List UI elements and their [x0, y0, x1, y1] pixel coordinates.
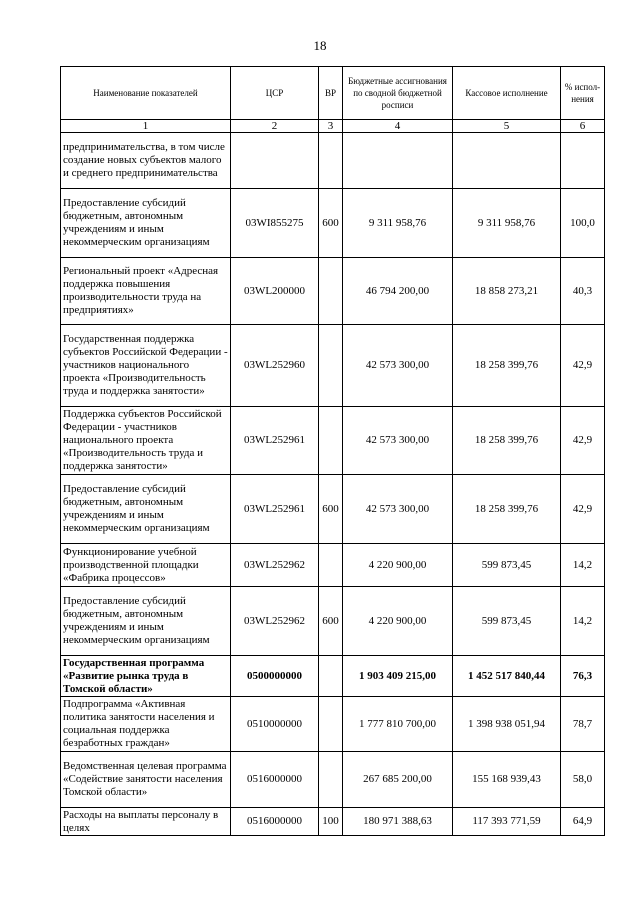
row-allocations: 4 220 900,00 [343, 544, 453, 587]
row-allocations: 42 573 300,00 [343, 407, 453, 475]
row-allocations: 1 903 409 215,00 [343, 656, 453, 697]
table-row [61, 475, 605, 544]
row-allocations: 180 971 388,63 [343, 808, 453, 836]
row-cash-execution: 1 452 517 840,44 [453, 656, 561, 697]
row-cash-execution: 599 873,45 [453, 544, 561, 587]
col-number: 4 [343, 120, 453, 133]
table-row [61, 133, 605, 189]
row-name: Предоставление субсидий бюджетным, автономным учреждениям и иным некоммерческим организациям [61, 189, 231, 258]
row-allocations: 1 777 810 700,00 [343, 697, 453, 752]
row-allocations: 46 794 200,00 [343, 258, 453, 325]
row-cash-execution [453, 133, 561, 189]
table-row [61, 656, 605, 697]
header-percent: % испол-нения [561, 67, 605, 120]
table-row [61, 407, 605, 475]
row-vr [319, 656, 343, 697]
table-row [61, 544, 605, 587]
row-csr: 03WL200000 [231, 258, 319, 325]
row-percent: 100,0 [561, 189, 605, 258]
row-vr: 600 [319, 189, 343, 258]
table-row [61, 697, 605, 752]
row-cash-execution: 599 873,45 [453, 587, 561, 656]
row-percent: 42,9 [561, 475, 605, 544]
row-name: Подпрограмма «Активная политика занятости населения и социальная поддержка безработных граждан» [61, 697, 231, 752]
row-csr: 03WL252962 [231, 587, 319, 656]
row-cash-execution: 1 398 938 051,94 [453, 697, 561, 752]
row-allocations: 42 573 300,00 [343, 325, 453, 407]
row-csr: 0510000000 [231, 697, 319, 752]
row-allocations: 42 573 300,00 [343, 475, 453, 544]
header-cash-execution: Кассовое исполнение [453, 67, 561, 120]
row-allocations: 267 685 200,00 [343, 752, 453, 808]
row-vr [319, 407, 343, 475]
table-row [61, 808, 605, 836]
row-percent: 58,0 [561, 752, 605, 808]
col-number: 6 [561, 120, 605, 133]
row-percent: 78,7 [561, 697, 605, 752]
col-number: 2 [231, 120, 319, 133]
row-name: Расходы на выплаты персоналу в целях [61, 808, 231, 836]
row-csr: 03WL252960 [231, 325, 319, 407]
row-cash-execution: 9 311 958,76 [453, 189, 561, 258]
row-percent: 42,9 [561, 407, 605, 475]
row-name: Функционирование учебной производственной площадки «Фабрика процессов» [61, 544, 231, 587]
row-name: Предоставление субсидий бюджетным, автономным учреждениям и иным некоммерческим организациям [61, 587, 231, 656]
table-header-row [61, 67, 605, 120]
row-cash-execution: 18 858 273,21 [453, 258, 561, 325]
header-vr: ВР [319, 67, 343, 120]
row-csr: 0500000000 [231, 656, 319, 697]
header-csr: ЦСР [231, 67, 319, 120]
col-number: 5 [453, 120, 561, 133]
row-allocations: 4 220 900,00 [343, 587, 453, 656]
row-allocations: 9 311 958,76 [343, 189, 453, 258]
row-vr [319, 258, 343, 325]
table-row [61, 752, 605, 808]
header-allocations: Бюджетные ассигнования по сводной бюджетной росписи [343, 67, 453, 120]
col-number: 3 [319, 120, 343, 133]
row-vr [319, 325, 343, 407]
row-name: Ведомственная целевая программа «Содействие занятости населения Томской области» [61, 752, 231, 808]
row-vr [319, 752, 343, 808]
row-csr: 03WL252962 [231, 544, 319, 587]
row-csr: 03WI855275 [231, 189, 319, 258]
row-percent [561, 133, 605, 189]
row-vr: 600 [319, 587, 343, 656]
col-number: 1 [61, 120, 231, 133]
row-allocations [343, 133, 453, 189]
row-cash-execution: 155 168 939,43 [453, 752, 561, 808]
budget-table [60, 66, 605, 836]
row-name: Государственная поддержка субъектов Российской Федерации - участников национального проекта «Производительность труда и поддержка занятости» [61, 325, 231, 407]
row-csr [231, 133, 319, 189]
row-vr [319, 544, 343, 587]
row-csr: 03WL252961 [231, 475, 319, 544]
table-row [61, 587, 605, 656]
row-csr: 0516000000 [231, 752, 319, 808]
row-vr [319, 697, 343, 752]
row-cash-execution: 18 258 399,76 [453, 407, 561, 475]
row-cash-execution: 117 393 771,59 [453, 808, 561, 836]
row-vr: 600 [319, 475, 343, 544]
row-name: Региональный проект «Адресная поддержка повышения производительности труда на предприятиях» [61, 258, 231, 325]
header-name: Наименование показателей [61, 67, 231, 120]
row-percent: 14,2 [561, 544, 605, 587]
row-percent: 64,9 [561, 808, 605, 836]
table-row [61, 189, 605, 258]
row-name: Предоставление субсидий бюджетным, автономным учреждениям и иным некоммерческим организациям [61, 475, 231, 544]
row-csr: 03WL252961 [231, 407, 319, 475]
row-vr: 100 [319, 808, 343, 836]
row-name: Поддержка субъектов Российской Федерации - участников национального проекта «Производительность труда и поддержка занятости» [61, 407, 231, 475]
row-percent: 42,9 [561, 325, 605, 407]
column-number-row [61, 120, 605, 133]
row-cash-execution: 18 258 399,76 [453, 325, 561, 407]
row-cash-execution: 18 258 399,76 [453, 475, 561, 544]
row-vr [319, 133, 343, 189]
table-row [61, 325, 605, 407]
row-name: предпринимательства, в том числе создание новых субъектов малого и среднего предпринимательства [61, 133, 231, 189]
row-percent: 14,2 [561, 587, 605, 656]
page-number: 18 [313, 38, 327, 53]
row-percent: 76,3 [561, 656, 605, 697]
table-row [61, 258, 605, 325]
row-percent: 40,3 [561, 258, 605, 325]
row-name: Государственная программа «Развитие рынка труда в Томской области» [61, 656, 231, 697]
row-csr: 0516000000 [231, 808, 319, 836]
